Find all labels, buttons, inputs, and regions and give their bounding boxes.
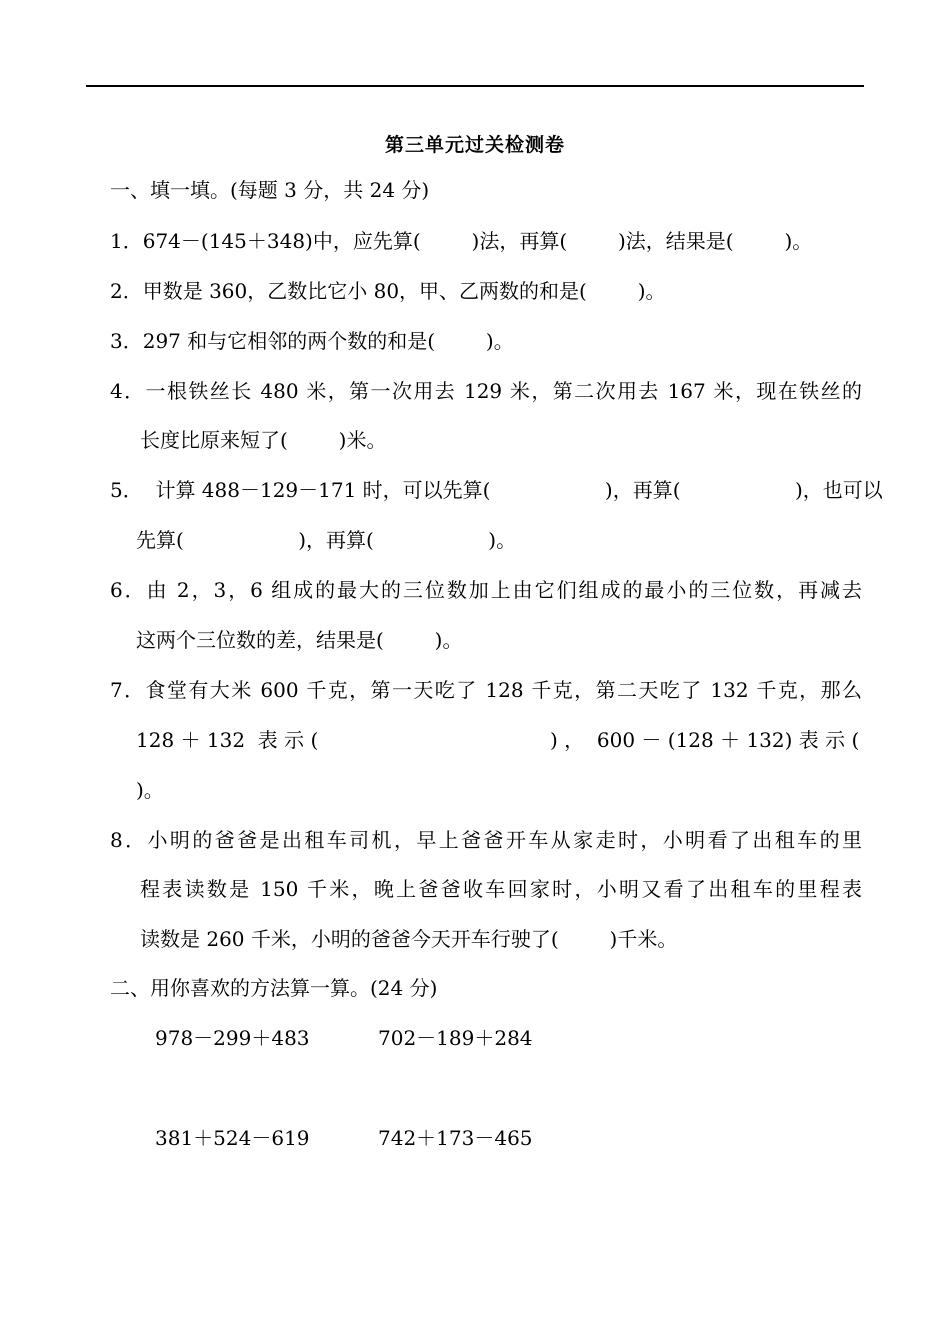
question-6-line-2: 这两个三位数的差，结果是( )。 bbox=[136, 628, 463, 652]
question-8-line-1: 8．小明的爸爸是出租车司机，早上爸爸开车从家走时，小明看了出租车的里 bbox=[110, 828, 862, 852]
question-5-line-2: 先算( )，再算( )。 bbox=[136, 528, 517, 552]
question-6-line-1: 6．由 2，3，6 组成的最大的三位数加上由它们组成的最小的三位数，再减去 bbox=[110, 578, 862, 602]
header-rule bbox=[86, 85, 864, 87]
question-1: 1．674－(145＋348)中，应先算( )法，再算( )法，结果是( )。 bbox=[110, 229, 813, 253]
question-4-line-1: 4．一根铁丝长 480 米，第一次用去 129 米，第二次用去 167 米，现在铁丝的 bbox=[110, 379, 862, 403]
question-7-line-2b: ) ， 600 － (128 ＋ 132) 表 示 ( bbox=[550, 728, 860, 752]
question-3: 3．297 和与它相邻的两个数的和是( )。 bbox=[110, 329, 514, 353]
question-2: 2．甲数是 360，乙数比它小 80，甲、乙两数的和是( )。 bbox=[110, 279, 666, 303]
question-4-line-2: 长度比原来短了( )米。 bbox=[140, 428, 387, 452]
question-7-line-1: 7．食堂有大米 600 千克，第一天吃了 128 千克，第二天吃了 132 千克，那么 bbox=[110, 678, 862, 702]
expression-1: 978－299＋483 bbox=[155, 1026, 310, 1050]
expression-3: 381＋524－619 bbox=[155, 1126, 310, 1150]
question-7-line-3: )。 bbox=[136, 778, 164, 802]
question-7-line-2a: 128 ＋ 132 表 示 ( bbox=[136, 728, 319, 752]
expression-4: 742＋173－465 bbox=[378, 1126, 533, 1150]
expression-2: 702－189＋284 bbox=[378, 1026, 533, 1050]
question-8-line-3: 读数是 260 千米，小明的爸爸今天开车行驶了( )千米。 bbox=[140, 927, 678, 951]
question-5-line-1: 5． 计算 488－129－171 时，可以先算( )，再算( )，也可以 bbox=[110, 478, 883, 502]
page-title: 第三单元过关检测卷 bbox=[384, 134, 565, 156]
section1-heading: 一、填一填。(每题 3 分，共 24 分) bbox=[110, 178, 430, 202]
question-8-line-2: 程表读数是 150 千米，晚上爸爸收车回家时，小明又看了出租车的里程表 bbox=[140, 877, 862, 901]
section2-heading: 二、用你喜欢的方法算一算。(24 分) bbox=[110, 976, 438, 1000]
